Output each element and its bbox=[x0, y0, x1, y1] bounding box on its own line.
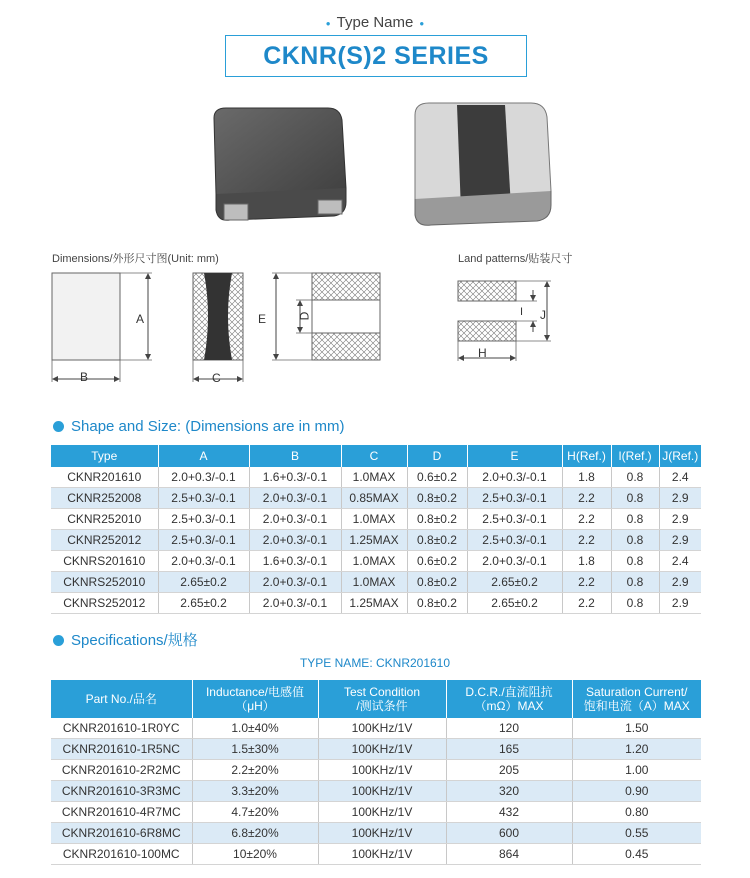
shape-size-heading: Shape and Size: (Dimensions are in mm) bbox=[53, 418, 344, 435]
table-cell: 100KHz/1V bbox=[318, 844, 446, 865]
inductor-photo-top bbox=[200, 100, 360, 230]
table-row bbox=[51, 530, 701, 551]
table-cell: 1.0MAX bbox=[341, 551, 407, 572]
spec-col-header bbox=[446, 680, 572, 718]
table-cell: 1.0MAX bbox=[341, 572, 407, 593]
table-cell: 2.65±0.2 bbox=[158, 593, 249, 614]
dim-letter-e: E bbox=[258, 312, 267, 326]
dim-letter-i: I bbox=[520, 306, 524, 318]
table-cell: 2.0+0.3/-0.1 bbox=[158, 551, 249, 572]
table-cell: 2.5+0.3/-0.1 bbox=[467, 509, 562, 530]
table-row bbox=[51, 488, 701, 509]
bullet-icon bbox=[53, 635, 64, 646]
spec-type-name: TYPE NAME: CKNR201610 bbox=[299, 656, 451, 670]
table-cell: CKNR201610-100MC bbox=[51, 844, 192, 865]
table-cell: 2.0+0.3/-0.1 bbox=[467, 467, 562, 488]
spec-col-header-line: 饱和电流（A）MAX bbox=[583, 699, 690, 713]
table-cell: 0.8 bbox=[611, 488, 659, 509]
table-cell: 1.8 bbox=[562, 551, 611, 572]
table-cell: 2.2±20% bbox=[192, 760, 318, 781]
table-row bbox=[51, 844, 701, 865]
table-cell: 2.9 bbox=[659, 593, 701, 614]
table-cell: 1.25MAX bbox=[341, 593, 407, 614]
table-cell: 2.5+0.3/-0.1 bbox=[467, 530, 562, 551]
table-cell: 2.4 bbox=[659, 467, 701, 488]
table-cell: 0.8 bbox=[611, 467, 659, 488]
table-cell: 0.8 bbox=[611, 593, 659, 614]
table-cell: 600 bbox=[446, 823, 572, 844]
shape-col-header: A bbox=[158, 445, 249, 467]
table-cell: 0.90 bbox=[572, 781, 701, 802]
shape-col-header: Type bbox=[51, 445, 158, 467]
table-cell: 100KHz/1V bbox=[318, 739, 446, 760]
table-cell: 2.0+0.3/-0.1 bbox=[158, 467, 249, 488]
table-cell: 2.5+0.3/-0.1 bbox=[158, 530, 249, 551]
spec-col-header-line: /测试条件 bbox=[356, 699, 408, 713]
table-cell: 0.80 bbox=[572, 802, 701, 823]
table-cell: 2.2 bbox=[562, 530, 611, 551]
table-cell: 0.8 bbox=[611, 509, 659, 530]
dimensions-label: Dimensions/外形尺寸图(Unit: mm) bbox=[52, 253, 219, 265]
table-row bbox=[51, 823, 701, 844]
spec-col-header-line: Saturation Current/ bbox=[586, 685, 688, 699]
table-row bbox=[51, 572, 701, 593]
table-cell: 6.8±20% bbox=[192, 823, 318, 844]
table-cell: 0.8 bbox=[611, 530, 659, 551]
table-cell: 100KHz/1V bbox=[318, 760, 446, 781]
table-cell: CKNRS252010 bbox=[51, 572, 158, 593]
table-cell: 0.6±0.2 bbox=[407, 551, 467, 572]
table-cell: 1.50 bbox=[572, 718, 701, 739]
spec-col-header-line: （μH） bbox=[235, 699, 275, 713]
shape-col-header: H(Ref.) bbox=[562, 445, 611, 467]
spec-col-header-line: Inductance/电感值 bbox=[205, 685, 305, 699]
side-view-drawing bbox=[190, 268, 250, 388]
table-row bbox=[51, 802, 701, 823]
table-cell: CKNR252008 bbox=[51, 488, 158, 509]
table-cell: 205 bbox=[446, 760, 572, 781]
table-cell: 864 bbox=[446, 844, 572, 865]
table-cell: 1.5±30% bbox=[192, 739, 318, 760]
dim-letter-a: A bbox=[136, 312, 145, 326]
table-cell: 0.6±0.2 bbox=[407, 467, 467, 488]
spec-col-header-line: Test Condition bbox=[343, 685, 421, 699]
table-cell: 10±20% bbox=[192, 844, 318, 865]
table-cell: 2.0+0.3/-0.1 bbox=[249, 530, 341, 551]
spec-col-header bbox=[192, 680, 318, 718]
table-cell: 1.6+0.3/-0.1 bbox=[249, 551, 341, 572]
spec-col-header-line: （mΩ）MAX bbox=[474, 699, 544, 713]
spec-col-header bbox=[318, 680, 446, 718]
table-row bbox=[51, 760, 701, 781]
table-cell: CKNR201610-3R3MC bbox=[51, 781, 192, 802]
table-cell: 0.85MAX bbox=[341, 488, 407, 509]
table-cell: CKNR201610-1R0YC bbox=[51, 718, 192, 739]
table-cell: 1.20 bbox=[572, 739, 701, 760]
table-cell: 2.5+0.3/-0.1 bbox=[467, 488, 562, 509]
table-cell: 1.6+0.3/-0.1 bbox=[249, 467, 341, 488]
dim-letter-b: B bbox=[80, 370, 89, 384]
bottom-view-drawing bbox=[268, 268, 388, 368]
spec-table-header bbox=[51, 680, 701, 718]
table-row bbox=[51, 509, 701, 530]
table-cell: 1.0±40% bbox=[192, 718, 318, 739]
land-pattern-drawing bbox=[455, 276, 565, 366]
table-cell: 2.9 bbox=[659, 509, 701, 530]
type-name-heading: ● Type Name ● bbox=[325, 14, 425, 31]
table-cell: CKNR201610-1R5NC bbox=[51, 739, 192, 760]
spec-col-header bbox=[51, 680, 192, 718]
table-row bbox=[51, 739, 701, 760]
table-cell: 2.0+0.3/-0.1 bbox=[249, 572, 341, 593]
table-cell: 100KHz/1V bbox=[318, 823, 446, 844]
table-cell: 2.5+0.3/-0.1 bbox=[158, 488, 249, 509]
spec-col-header bbox=[572, 680, 701, 718]
table-cell: 100KHz/1V bbox=[318, 781, 446, 802]
table-cell: 2.2 bbox=[562, 509, 611, 530]
table-cell: 0.45 bbox=[572, 844, 701, 865]
table-cell: CKNR201610-2R2MC bbox=[51, 760, 192, 781]
bullet-icon bbox=[53, 421, 64, 432]
table-cell: 1.25MAX bbox=[341, 530, 407, 551]
table-cell: 120 bbox=[446, 718, 572, 739]
shape-col-header: B bbox=[249, 445, 341, 467]
table-cell: 1.8 bbox=[562, 467, 611, 488]
table-cell: 432 bbox=[446, 802, 572, 823]
dot-icon: ● bbox=[419, 18, 425, 28]
table-cell: 2.5+0.3/-0.1 bbox=[158, 509, 249, 530]
dim-letter-c: C bbox=[212, 371, 221, 385]
table-cell: 2.65±0.2 bbox=[467, 572, 562, 593]
table-cell: 165 bbox=[446, 739, 572, 760]
table-cell: 2.9 bbox=[659, 572, 701, 593]
table-cell: CKNRS201610 bbox=[51, 551, 158, 572]
table-cell: 2.0+0.3/-0.1 bbox=[249, 593, 341, 614]
table-row bbox=[51, 781, 701, 802]
table-cell: 0.8±0.2 bbox=[407, 509, 467, 530]
shape-col-header: I(Ref.) bbox=[611, 445, 659, 467]
inductor-photo-bottom bbox=[395, 95, 565, 235]
specifications-table bbox=[51, 680, 701, 865]
table-cell: 2.2 bbox=[562, 593, 611, 614]
table-cell: 0.8 bbox=[611, 572, 659, 593]
table-cell: 2.4 bbox=[659, 551, 701, 572]
specifications-heading: Specifications/规格 bbox=[53, 629, 198, 650]
table-cell: 1.0MAX bbox=[341, 467, 407, 488]
shape-col-header: E bbox=[467, 445, 562, 467]
table-cell: 0.8±0.2 bbox=[407, 488, 467, 509]
top-view-drawing bbox=[50, 268, 160, 388]
table-cell: 2.0+0.3/-0.1 bbox=[249, 509, 341, 530]
table-cell: 0.8±0.2 bbox=[407, 530, 467, 551]
dim-letter-d: D bbox=[297, 311, 312, 321]
table-cell: 100KHz/1V bbox=[318, 802, 446, 823]
table-cell: 3.3±20% bbox=[192, 781, 318, 802]
table-cell: 0.55 bbox=[572, 823, 701, 844]
table-cell: 320 bbox=[446, 781, 572, 802]
table-cell: CKNR252010 bbox=[51, 509, 158, 530]
table-cell: 1.0MAX bbox=[341, 509, 407, 530]
table-cell: 2.0+0.3/-0.1 bbox=[467, 551, 562, 572]
table-cell: 2.9 bbox=[659, 530, 701, 551]
table-cell: CKNR252012 bbox=[51, 530, 158, 551]
spec-col-header-line: Part No./品名 bbox=[85, 692, 157, 706]
table-cell: 2.0+0.3/-0.1 bbox=[249, 488, 341, 509]
dot-icon: ● bbox=[325, 18, 331, 28]
table-cell: 0.8±0.2 bbox=[407, 572, 467, 593]
table-row bbox=[51, 467, 701, 488]
table-row bbox=[51, 593, 701, 614]
spec-col-header-line: D.C.R./直流阻抗 bbox=[465, 685, 553, 699]
shape-col-header: J(Ref.) bbox=[659, 445, 701, 467]
table-cell: 2.65±0.2 bbox=[158, 572, 249, 593]
shape-col-header: D bbox=[407, 445, 467, 467]
table-cell: 0.8 bbox=[611, 551, 659, 572]
table-cell: 1.00 bbox=[572, 760, 701, 781]
table-row bbox=[51, 718, 701, 739]
table-cell: 100KHz/1V bbox=[318, 718, 446, 739]
table-row bbox=[51, 551, 701, 572]
table-cell: 2.65±0.2 bbox=[467, 593, 562, 614]
table-cell: 0.8±0.2 bbox=[407, 593, 467, 614]
table-cell: CKNR201610 bbox=[51, 467, 158, 488]
dim-letter-j: J bbox=[540, 308, 546, 322]
dim-letter-h: H bbox=[478, 346, 487, 360]
shape-col-header: C bbox=[341, 445, 407, 467]
table-cell: 2.2 bbox=[562, 488, 611, 509]
table-cell: 2.9 bbox=[659, 488, 701, 509]
land-patterns-label: Land patterns/贴装尺寸 bbox=[458, 253, 573, 265]
series-title: CKNR(S)2 SERIES bbox=[225, 35, 527, 77]
table-cell: CKNR201610-4R7MC bbox=[51, 802, 192, 823]
table-cell: CKNRS252012 bbox=[51, 593, 158, 614]
table-cell: 2.2 bbox=[562, 572, 611, 593]
shape-table-header bbox=[51, 445, 701, 467]
table-cell: CKNR201610-6R8MC bbox=[51, 823, 192, 844]
table-cell: 4.7±20% bbox=[192, 802, 318, 823]
shape-size-table bbox=[51, 445, 701, 614]
